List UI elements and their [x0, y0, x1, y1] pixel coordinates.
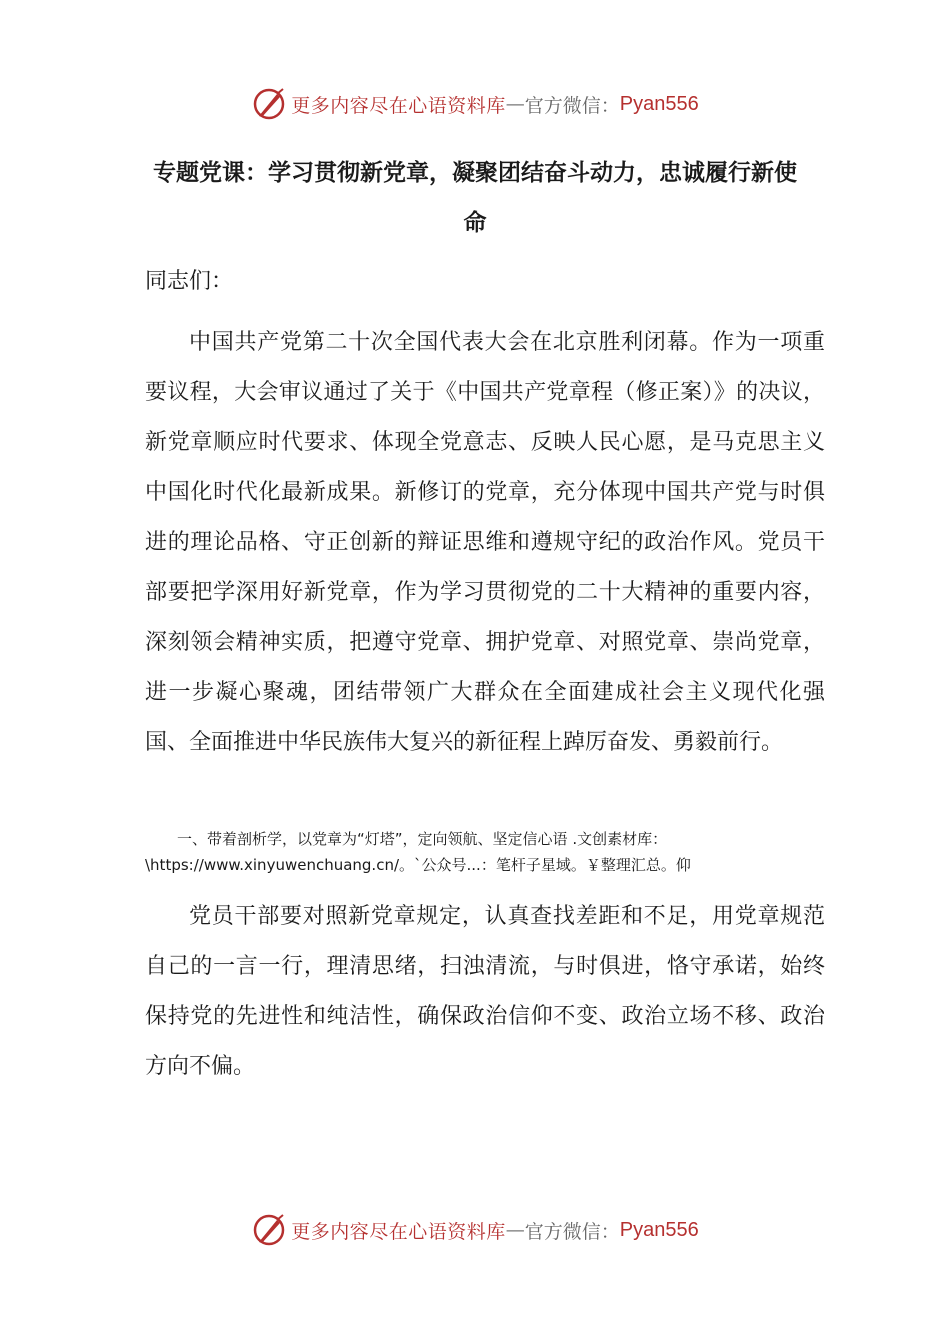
- document-title: 专题党课：学习贯彻新党章，凝聚团结奋斗动力，忠诚履行新使命: [153, 160, 797, 236]
- paragraph-intro: 中国共产党第二十次全国代表大会在北京胜利闭幕。作为一项重要议程，大会审议通过了关于《中国共产党章程（修正案）》的决议，新党章顺应时代要求、体现全党意志、反映人民心愿，是马克思主义中国化时代化最新成果。新修订的党章，充分体现中国共产党与时俱进的理论品格、守正创新的辩证思维和遵规守纪的政治作风。党员干部要把学深用好新党章，作为学习贯彻党的二十大精神的重要内容，深刻领会精神实质，把遵守党章、拥护党章、对照党章、崇尚党章，进一步凝心聚魂，团结带领广大群众在全面建成社会主义现代化强国、全面推进中华民族伟大复兴的新征程上踔厉奋发、勇毅前行。: [145, 330, 825, 755]
- quill-logo-icon: [251, 1212, 287, 1248]
- wechat-id: Pyan556: [619, 1218, 699, 1241]
- wechat-label: 官方微信：: [524, 1220, 620, 1243]
- banner-text: 更多内容尽在心语资料库: [291, 94, 506, 117]
- greeting: 同志们：: [145, 269, 234, 294]
- section-note: [145, 826, 825, 878]
- source-link-line: \https://www.xinyuwenchuang.cn/。`公众号...：笔杆子星域。￥整理汇总。仰: [145, 856, 691, 874]
- wechat-id: Pyan556: [619, 92, 699, 115]
- banner-separator: —: [505, 1219, 525, 1241]
- paragraph-section-one: 党员干部要对照新党章规定，认真查找差距和不足，用党章规范自己的一言一行，理清思绪，扫浊清流，与时俱进，恪守承诺，始终保持党的先进性和纯洁性，确保政治信仰不变、政治立场不移、政治方向不偏。: [145, 904, 825, 1079]
- header-banner: [0, 84, 950, 124]
- banner-text: 更多内容尽在心语资料库: [291, 1220, 506, 1243]
- wechat-label: 官方微信：: [524, 94, 620, 117]
- banner-separator: —: [505, 93, 525, 115]
- quill-logo-icon: [251, 86, 287, 122]
- footer-banner: [0, 1210, 950, 1250]
- section-heading-line: 一、带着剖析学，以党章为“灯塔”，定向领航、坚定信心语 .文创素材库：: [177, 830, 668, 848]
